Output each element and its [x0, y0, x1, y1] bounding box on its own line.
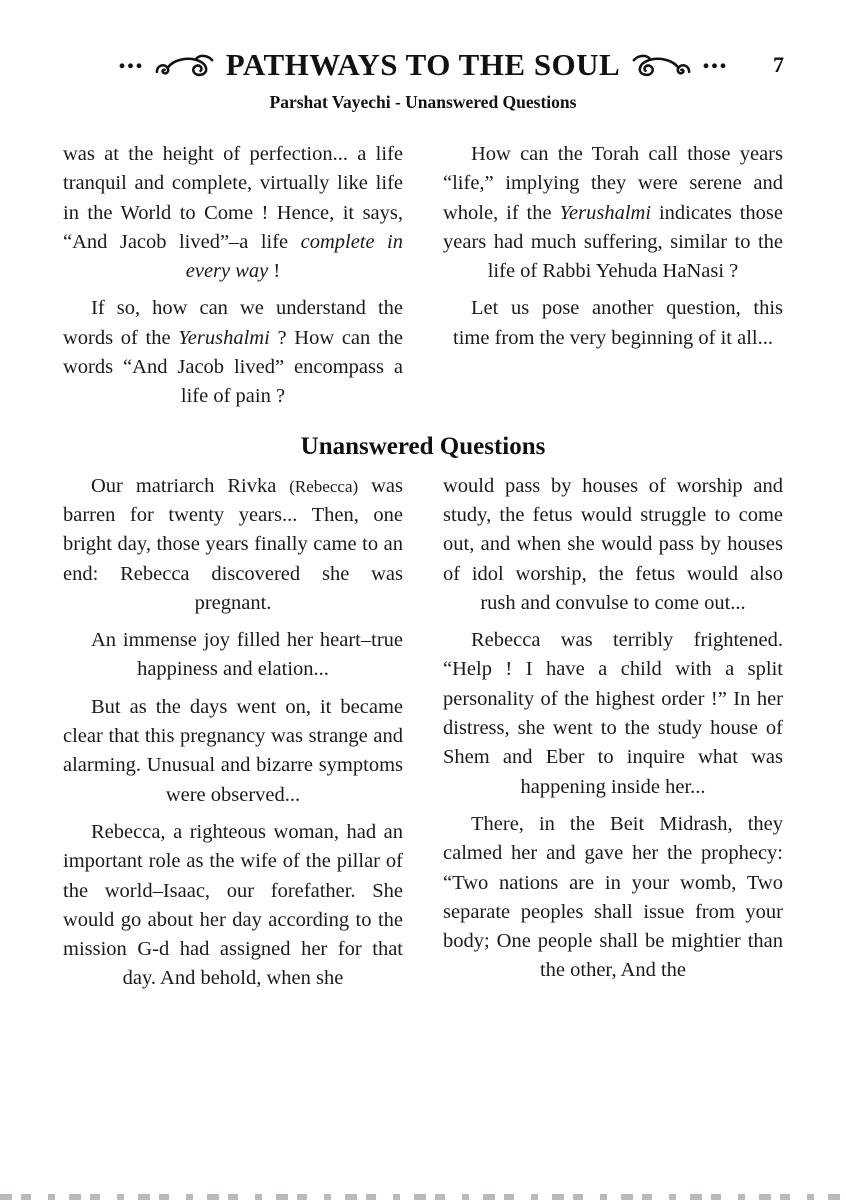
- flourish-ornament-right-icon: [630, 53, 692, 81]
- ornament-dots-right: ...: [702, 42, 728, 75]
- page-edge-cropped-text: [0, 1194, 846, 1200]
- paragraph: Rebecca was terribly frightened. “Help ! I have a child with a split personality of the highest order !” In her distress, she went to the study house of Shem and Eber to inquire what was happening inside her...: [443, 629, 783, 798]
- section-left-column: [63, 472, 403, 1002]
- intro-right-column: [443, 140, 783, 420]
- paragraph: If so, how can we understand the words of the Yerushalmi ? How can the words “And Jacob lived” encompass a life of pain ?: [63, 297, 403, 408]
- paragraph: was at the height of perfection... a life tranquil and complete, virtually like life in the World to Come ! Hence, it says, “And Jacob lived”–a life complete in every way !: [63, 143, 403, 283]
- paragraph: Rebecca, a righteous woman, had an important role as the wife of the pillar of the world–Isaac, our forefather. She would go about her day according to the mission G-d had assigned her for that day. And behold, when she: [63, 820, 403, 990]
- intro-left-column: [63, 140, 403, 420]
- paragraph: would pass by houses of worship and study, the fetus would struggle to come out, and when she would pass by houses of idol worship, the fetus would also rush and convulse to come out...: [443, 474, 783, 614]
- paragraph: There, in the Beit Midrash, they calmed her and gave her the prophecy: “Two nations are in your womb, Two separate peoples shall issue from your body; One people shall be mightier than the other, And the: [443, 812, 783, 982]
- section-right-column: [443, 472, 783, 1002]
- paragraph: But as the days went on, it became clear that this pregnancy was strange and alarming. Unusual and bizarre symptoms were observed...: [63, 695, 403, 806]
- page-subtitle: Parshat Vayechi - Unanswered Questions: [269, 92, 577, 112]
- ornament-dots-left: ...: [118, 42, 144, 75]
- page-title: PATHWAYS TO THE SOUL: [225, 47, 621, 82]
- paragraph: Our matriarch Rivka (Rebecca) was barren for twenty years... Then, one bright day, those years finally came to an end: Rebecca discovered she was pregnant.: [63, 474, 403, 614]
- paragraph: How can the Torah call those years “life,” implying they were serene and whole, if the Yerushalmi indicates those years had much suffering, similar to the life of Rabbi Yehuda HaNasi ?: [443, 143, 783, 283]
- paragraph: An immense joy filled her heart–true happiness and elation...: [91, 629, 403, 681]
- page-header: [0, 0, 846, 113]
- paragraph: Let us pose another question, this time from the very beginning of it all...: [453, 297, 783, 349]
- page-number: 7: [773, 52, 784, 77]
- section-columns: [0, 472, 846, 1002]
- flourish-ornament-left-icon: [154, 53, 216, 81]
- intro-columns: [0, 140, 846, 420]
- section-heading: Unanswered Questions: [300, 432, 546, 460]
- title-row: [0, 42, 846, 88]
